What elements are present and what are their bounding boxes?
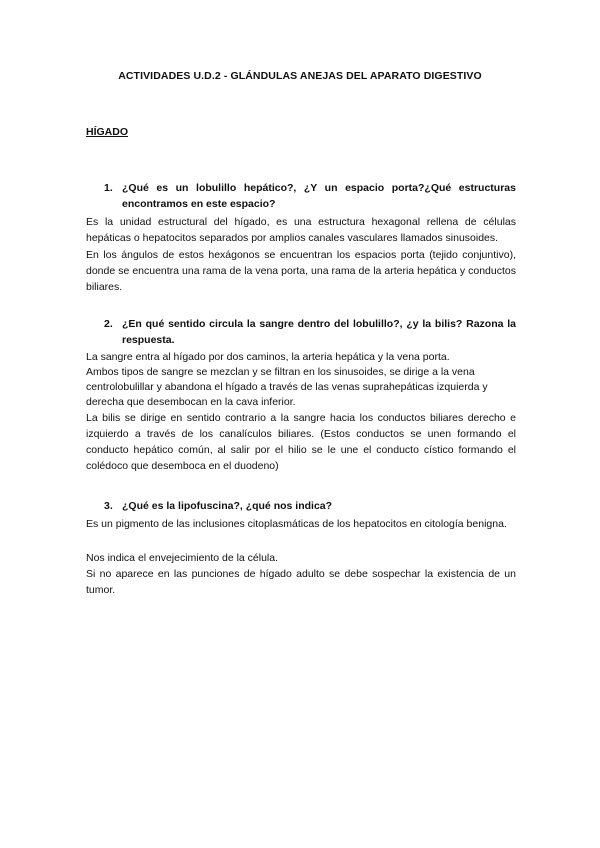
question-2 bbox=[104, 316, 516, 348]
answer-2-paragraph-2: Ambos tipos de sangre se mezclan y se filtran en los sinusoides, se dirige a la vena centrolobulillar y abandona el hígado a través de las venas suprahepáticas izquierda y derecha que desembocan en la cava inferior. bbox=[86, 366, 488, 408]
question-2-number: 2. bbox=[104, 318, 113, 330]
answer-1-paragraph-1: Es la unidad estructural del hígado, es una estructura hexagonal rellena de células hepáticas o hepatocitos separados por amplios canales vasculares llamados sinusoides. bbox=[86, 216, 516, 244]
question-3 bbox=[104, 498, 516, 514]
question-1-number: 1. bbox=[104, 182, 113, 194]
question-1 bbox=[104, 180, 516, 212]
answer-2-paragraph-1: La sangre entra al hígado por dos caminos, la arteria hepática y la vena porta. bbox=[86, 351, 450, 363]
answer-2-paragraph-3: La bilis se dirige en sentido contrario a la sangre hacia los conductos biliares derecho e izquierdo a través de los canalículos biliares. (Estos conductos se unen formando el conducto hepático común, al salir por el hilio se le une el conducto cístico formando el colédoco que desemboca en el duodeno) bbox=[86, 412, 516, 472]
answer-3-paragraph-2: Nos indica el envejecimiento de la célula. bbox=[86, 552, 279, 564]
question-1-text: ¿Qué es un lobulillo hepático?, ¿Y un espacio porta?¿Qué estructuras encontramos en este espacio? bbox=[122, 182, 516, 210]
section-heading-higado: HÍGADO bbox=[86, 126, 128, 138]
answer-3-paragraph-1: Es un pigmento de las inclusiones citoplasmáticas de los hepatocitos en citología benigna. bbox=[86, 518, 507, 530]
answer-1-paragraph-2: En los ángulos de estos hexágonos se encuentran los espacios porta (tejido conjuntivo), donde se encuentra una rama de la vena porta, una rama de la arteria hepática y conductos biliares. bbox=[86, 249, 516, 293]
question-2-text: ¿En qué sentido circula la sangre dentro del lobulillo?, ¿y la bilis? Razona la respuesta. bbox=[122, 318, 516, 346]
document-title: ACTIVIDADES U.D.2 - GLÁNDULAS ANEJAS DEL APARATO DIGESTIVO bbox=[118, 70, 482, 82]
question-3-number: 3. bbox=[104, 500, 113, 512]
answer-3-paragraph-3: Si no aparece en las punciones de hígado adulto se debe sospechar la existencia de un tumor. bbox=[86, 568, 516, 596]
question-3-text: ¿Qué es la lipofuscina?, ¿qué nos indica? bbox=[122, 500, 333, 512]
